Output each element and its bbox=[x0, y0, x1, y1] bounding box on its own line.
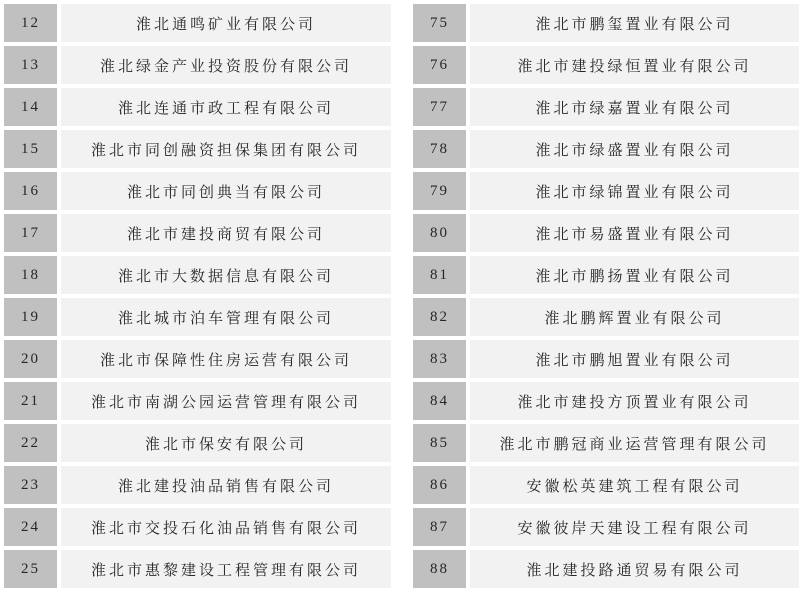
row-number-cell: 79 bbox=[413, 172, 466, 210]
row-number-cell: 21 bbox=[4, 382, 57, 420]
table-row bbox=[4, 172, 391, 210]
row-number-cell: 83 bbox=[413, 340, 466, 378]
table-row bbox=[413, 256, 799, 294]
table-row bbox=[413, 340, 799, 378]
company-table-right-body bbox=[413, 4, 799, 588]
table-row bbox=[4, 46, 391, 84]
row-number-cell: 17 bbox=[4, 214, 57, 252]
row-number-cell: 86 bbox=[413, 466, 466, 504]
company-name-cell: 淮北市鹏旭置业有限公司 bbox=[470, 340, 799, 378]
company-name-cell: 淮北市鹏冠商业运营管理有限公司 bbox=[470, 424, 799, 462]
row-number-cell: 14 bbox=[4, 88, 57, 126]
row-number-cell: 19 bbox=[4, 298, 57, 336]
company-table-left bbox=[0, 0, 395, 592]
company-table-right bbox=[409, 0, 803, 592]
row-number-cell: 85 bbox=[413, 424, 466, 462]
table-row bbox=[4, 214, 391, 252]
row-number-cell: 84 bbox=[413, 382, 466, 420]
table-row bbox=[413, 424, 799, 462]
table-row bbox=[413, 466, 799, 504]
table-row bbox=[4, 4, 391, 42]
table-row bbox=[413, 550, 799, 588]
company-name-cell: 安徽松英建筑工程有限公司 bbox=[470, 466, 799, 504]
company-name-cell: 淮北市同创典当有限公司 bbox=[61, 172, 391, 210]
row-number-cell: 87 bbox=[413, 508, 466, 546]
table-row bbox=[4, 298, 391, 336]
company-name-cell: 淮北市建投方顶置业有限公司 bbox=[470, 382, 799, 420]
row-number-cell: 24 bbox=[4, 508, 57, 546]
row-number-cell: 82 bbox=[413, 298, 466, 336]
company-name-cell: 安徽彼岸天建设工程有限公司 bbox=[470, 508, 799, 546]
row-number-cell: 76 bbox=[413, 46, 466, 84]
company-name-cell: 淮北城市泊车管理有限公司 bbox=[61, 298, 391, 336]
table-row bbox=[4, 466, 391, 504]
table-row bbox=[413, 508, 799, 546]
table-row bbox=[413, 88, 799, 126]
company-name-cell: 淮北市保障性住房运营有限公司 bbox=[61, 340, 391, 378]
company-name-cell: 淮北市绿锦置业有限公司 bbox=[470, 172, 799, 210]
table-row bbox=[413, 382, 799, 420]
row-number-cell: 18 bbox=[4, 256, 57, 294]
company-name-cell: 淮北通鸣矿业有限公司 bbox=[61, 4, 391, 42]
row-number-cell: 80 bbox=[413, 214, 466, 252]
company-name-cell: 淮北市同创融资担保集团有限公司 bbox=[61, 130, 391, 168]
table-row bbox=[413, 4, 799, 42]
company-name-cell: 淮北市交投石化油品销售有限公司 bbox=[61, 508, 391, 546]
column-gap bbox=[395, 0, 409, 591]
table-row bbox=[4, 340, 391, 378]
row-number-cell: 12 bbox=[4, 4, 57, 42]
company-name-cell: 淮北市建投绿恒置业有限公司 bbox=[470, 46, 799, 84]
row-number-cell: 88 bbox=[413, 550, 466, 588]
company-name-cell: 淮北市南湖公园运营管理有限公司 bbox=[61, 382, 391, 420]
row-number-cell: 22 bbox=[4, 424, 57, 462]
row-number-cell: 20 bbox=[4, 340, 57, 378]
table-row bbox=[413, 172, 799, 210]
row-number-cell: 81 bbox=[413, 256, 466, 294]
company-name-cell: 淮北市绿嘉置业有限公司 bbox=[470, 88, 799, 126]
table-row bbox=[413, 46, 799, 84]
row-number-cell: 75 bbox=[413, 4, 466, 42]
company-name-cell: 淮北市惠黎建设工程管理有限公司 bbox=[61, 550, 391, 588]
company-name-cell: 淮北市建投商贸有限公司 bbox=[61, 214, 391, 252]
row-number-cell: 23 bbox=[4, 466, 57, 504]
table-row bbox=[4, 256, 391, 294]
company-name-cell: 淮北市鹏玺置业有限公司 bbox=[470, 4, 799, 42]
table-row bbox=[413, 214, 799, 252]
row-number-cell: 13 bbox=[4, 46, 57, 84]
company-name-cell: 淮北连通市政工程有限公司 bbox=[61, 88, 391, 126]
company-name-cell: 淮北绿金产业投资股份有限公司 bbox=[61, 46, 391, 84]
row-number-cell: 77 bbox=[413, 88, 466, 126]
row-number-cell: 16 bbox=[4, 172, 57, 210]
company-name-cell: 淮北建投油品销售有限公司 bbox=[61, 466, 391, 504]
table-row bbox=[4, 424, 391, 462]
company-name-cell: 淮北市大数据信息有限公司 bbox=[61, 256, 391, 294]
table-row bbox=[413, 298, 799, 336]
table-row bbox=[4, 382, 391, 420]
table-row bbox=[4, 550, 391, 588]
company-name-cell: 淮北市易盛置业有限公司 bbox=[470, 214, 799, 252]
company-name-cell: 淮北市鹏扬置业有限公司 bbox=[470, 256, 799, 294]
table-row bbox=[413, 130, 799, 168]
table-row bbox=[4, 508, 391, 546]
company-name-cell: 淮北市保安有限公司 bbox=[61, 424, 391, 462]
table-row bbox=[4, 88, 391, 126]
table-row bbox=[4, 130, 391, 168]
company-name-cell: 淮北市绿盛置业有限公司 bbox=[470, 130, 799, 168]
company-name-cell: 淮北鹏辉置业有限公司 bbox=[470, 298, 799, 336]
row-number-cell: 15 bbox=[4, 130, 57, 168]
row-number-cell: 25 bbox=[4, 550, 57, 588]
row-number-cell: 78 bbox=[413, 130, 466, 168]
company-name-cell: 淮北建投路通贸易有限公司 bbox=[470, 550, 799, 588]
company-table-left-body bbox=[4, 4, 391, 588]
